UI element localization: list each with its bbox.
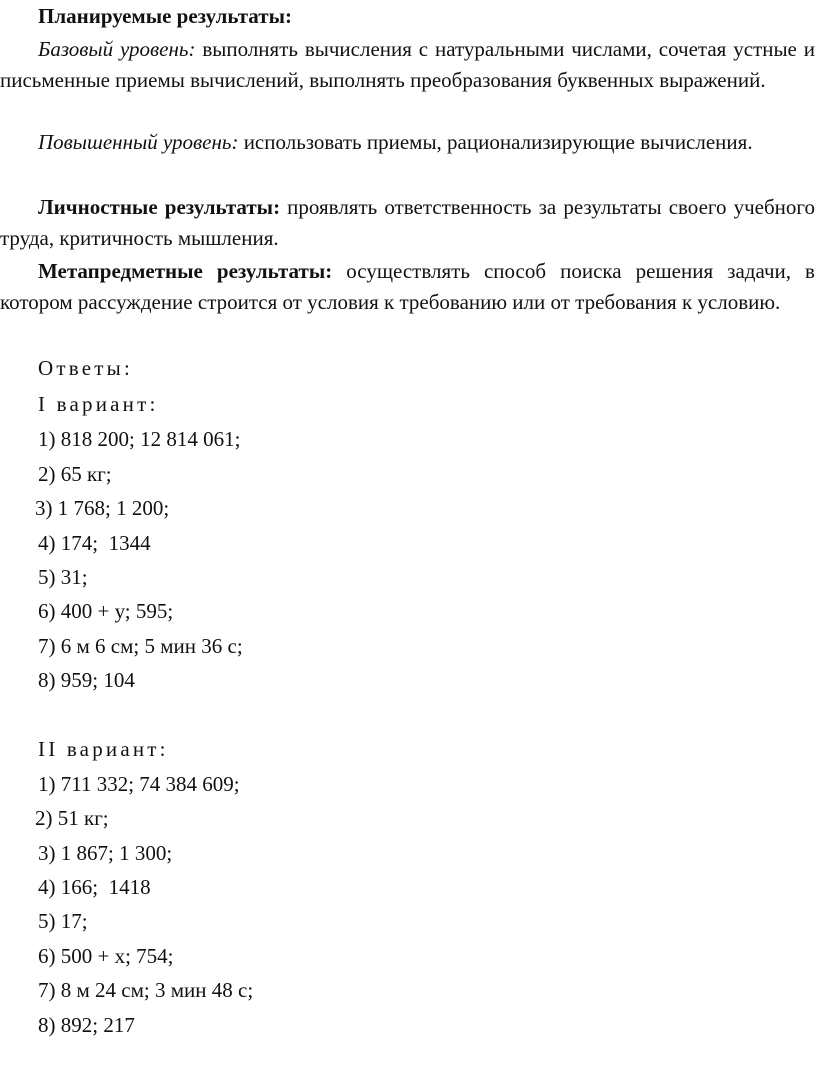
meta-results-label: Метапредметные результаты: — [38, 259, 333, 283]
variant-1-answer-5: 5) 31; — [38, 565, 88, 589]
variant-1-answer-1: 1) 818 200; 12 814 061; — [38, 427, 241, 451]
variant-1-answer-3: 3) 1 768; 1 200; — [35, 496, 170, 520]
variant-2-answer-2: 2) 51 кг; — [35, 806, 109, 830]
personal-results-label: Личностные результаты: — [38, 195, 281, 219]
basic-level-label: Базовый уровень: — [38, 37, 196, 61]
variant-1-answer-6: 6) 400 + у; 595; — [38, 599, 174, 623]
variant-1-answer-7: 7) 6 м 6 см; 5 мин 36 с; — [38, 634, 243, 658]
advanced-level-text: использовать приемы, рационализирующие вычисления. — [238, 130, 753, 154]
section-title: Планируемые результаты: — [38, 4, 292, 28]
answers-title: Ответы: — [38, 356, 133, 380]
variant-2-answer-5: 5) 17; — [38, 909, 88, 933]
variant-1-title: I вариант: — [38, 392, 159, 416]
variant-1-answer-4: 4) 174; 1344 — [38, 531, 151, 555]
variant-2-title: II вариант: — [38, 737, 169, 761]
variant-2-answer-8: 8) 892; 217 — [38, 1013, 135, 1037]
variant-2-answer-6: 6) 500 + х; 754; — [38, 944, 174, 968]
advanced-level-paragraph — [0, 127, 815, 158]
personal-results-text: проявлять ответственность за результаты своего учебного труда, критичность мышления. — [0, 195, 815, 250]
variant-2-answer-3: 3) 1 867; 1 300; — [38, 841, 173, 865]
variant-2-answer-4: 4) 166; 1418 — [38, 875, 151, 899]
variant-1-answer-2: 2) 65 кг; — [38, 462, 112, 486]
basic-level-text: выполнять вычисления с натуральными числами, сочетая устные и письменные приемы вычислений, выполнять преобразования буквенных выражений. — [0, 37, 815, 92]
meta-results-paragraph — [0, 256, 815, 318]
advanced-level-label: Повышенный уровень: — [38, 130, 239, 154]
meta-results-text: осуществлять способ поиска решения задачи, в котором рассуждение строится от условия к требованию или от требования к условию. — [0, 259, 815, 314]
variant-2-answer-1: 1) 711 332; 74 384 609; — [38, 772, 240, 796]
variant-2-answer-7: 7) 8 м 24 см; 3 мин 48 с; — [38, 978, 254, 1002]
variant-1-answer-8: 8) 959; 104 — [38, 668, 135, 692]
basic-level-paragraph — [0, 34, 815, 96]
personal-results-paragraph — [0, 192, 815, 254]
